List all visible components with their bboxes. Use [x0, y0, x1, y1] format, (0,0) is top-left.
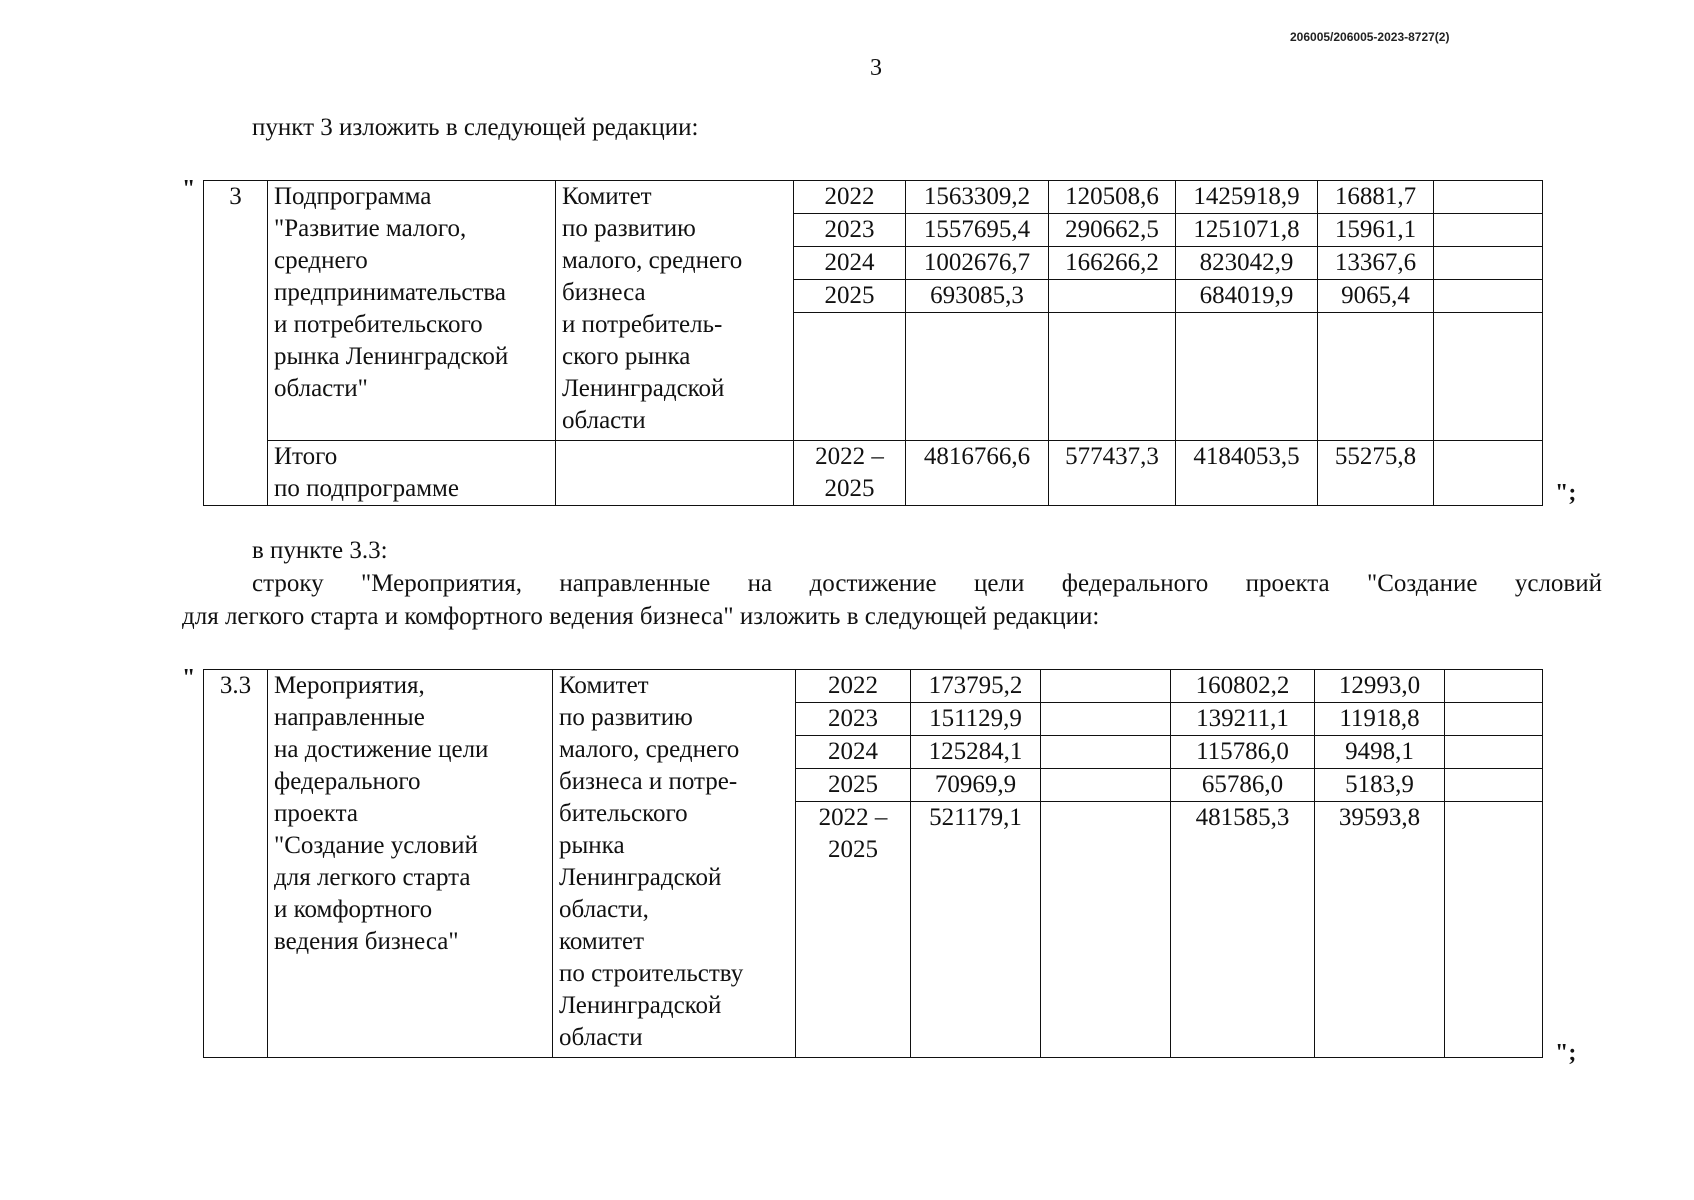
- regional-cell: 1251071,8: [1176, 214, 1318, 247]
- table-row: [204, 670, 1543, 703]
- empty-cell: [906, 313, 1049, 441]
- total-cell: 1557695,4: [906, 214, 1049, 247]
- other-cell: [1434, 247, 1543, 280]
- regional-cell: 139211,1: [1171, 703, 1315, 736]
- row-number: 3: [204, 181, 268, 506]
- federal-cell: 290662,5: [1049, 214, 1176, 247]
- total-cell: 1002676,7: [906, 247, 1049, 280]
- total-cell: 70969,9: [911, 769, 1041, 802]
- intro-paragraph-1: пункт 3 изложить в следующей редакции:: [252, 114, 699, 141]
- total-cell: 693085,3: [906, 280, 1049, 313]
- summary-label: Итого по подпрограмме: [268, 441, 556, 506]
- total-cell: 4816766,6: [906, 441, 1049, 506]
- intro-paragraph-2c: для легкого старта и комфортного ведения бизнеса" изложить в следующей редакции:: [182, 603, 1100, 630]
- other-cell: [1434, 280, 1543, 313]
- regional-cell: 684019,9: [1176, 280, 1318, 313]
- federal-cell: [1049, 280, 1176, 313]
- regional-cell: 481585,3: [1171, 802, 1315, 1058]
- executor: Комитет по развитию малого, среднего бизнеса и потре- бительского рынка Ленинградской области, комитет по строительству Ленинградской области: [553, 670, 796, 1058]
- regional-cell: 160802,2: [1171, 670, 1315, 703]
- empty-cell: [556, 441, 794, 506]
- local-cell: 55275,8: [1318, 441, 1434, 506]
- intro-paragraph-2b: строку "Мероприятия, направленные на достижение цели федерального проекта "Создание условий: [252, 570, 1602, 597]
- year-cell: 2025: [796, 769, 911, 802]
- intro-paragraph-2a: в пункте 3.3:: [252, 537, 388, 564]
- total-cell: 151129,9: [911, 703, 1041, 736]
- empty-cell: [1318, 313, 1434, 441]
- federal-cell: [1041, 802, 1171, 1058]
- federal-cell: [1041, 769, 1171, 802]
- empty-cell: [794, 313, 906, 441]
- local-cell: 12993,0: [1315, 670, 1445, 703]
- federal-cell: 166266,2: [1049, 247, 1176, 280]
- row-number: 3.3: [204, 670, 268, 1058]
- open-quote-2: ": [182, 665, 196, 691]
- regional-cell: 4184053,5: [1176, 441, 1318, 506]
- year-cell: 2023: [796, 703, 911, 736]
- budget-table-subprogram-3: [203, 180, 1543, 506]
- table-row: [204, 181, 1543, 214]
- federal-cell: [1041, 736, 1171, 769]
- local-cell: 39593,8: [1315, 802, 1445, 1058]
- local-cell: 5183,9: [1315, 769, 1445, 802]
- regional-cell: 65786,0: [1171, 769, 1315, 802]
- local-cell: 11918,8: [1315, 703, 1445, 736]
- empty-cell: [1434, 313, 1543, 441]
- regional-cell: 115786,0: [1171, 736, 1315, 769]
- local-cell: 16881,7: [1318, 181, 1434, 214]
- total-cell: 521179,1: [911, 802, 1041, 1058]
- year-cell: 2022: [794, 181, 906, 214]
- other-cell: [1434, 441, 1543, 506]
- other-cell: [1434, 214, 1543, 247]
- document-id: 206005/206005-2023-8727(2): [1290, 30, 1450, 44]
- federal-cell: [1041, 670, 1171, 703]
- federal-cell: [1041, 703, 1171, 736]
- federal-cell: 120508,6: [1049, 181, 1176, 214]
- budget-table-measures-3-3: [203, 669, 1543, 1058]
- total-cell: 1563309,2: [906, 181, 1049, 214]
- year-cell: 2022: [796, 670, 911, 703]
- regional-cell: 823042,9: [1176, 247, 1318, 280]
- other-cell: [1445, 736, 1543, 769]
- regional-cell: 1425918,9: [1176, 181, 1318, 214]
- year-cell: 2024: [794, 247, 906, 280]
- total-cell: 125284,1: [911, 736, 1041, 769]
- federal-cell: 577437,3: [1049, 441, 1176, 506]
- year-cell: 2023: [794, 214, 906, 247]
- open-quote-1: ": [182, 176, 196, 202]
- total-cell: 173795,2: [911, 670, 1041, 703]
- local-cell: 9498,1: [1315, 736, 1445, 769]
- other-cell: [1445, 802, 1543, 1058]
- close-quote-2: ";: [1555, 1040, 1577, 1066]
- summary-row: [204, 441, 1543, 506]
- year-cell: 2025: [794, 280, 906, 313]
- executor: Комитет по развитию малого, среднего бизнеса и потребитель- ского рынка Ленинградской области: [556, 181, 794, 441]
- empty-cell: [1176, 313, 1318, 441]
- close-quote-1: ";: [1555, 480, 1577, 506]
- measure-name: Мероприятия, направленные на достижение цели федерального проекта "Создание условий для легкого старта и комфортного ведения бизнеса": [268, 670, 553, 1058]
- year-cell: 2024: [796, 736, 911, 769]
- local-cell: 9065,4: [1318, 280, 1434, 313]
- year-cell: 2022 – 2025: [794, 441, 906, 506]
- local-cell: 13367,6: [1318, 247, 1434, 280]
- other-cell: [1445, 703, 1543, 736]
- local-cell: 15961,1: [1318, 214, 1434, 247]
- subprogram-name: Подпрограмма "Развитие малого, среднего предпринимательства и потребительского рынка Ленинградской области": [268, 181, 556, 441]
- empty-cell: [1049, 313, 1176, 441]
- other-cell: [1434, 181, 1543, 214]
- year-cell: 2022 – 2025: [796, 802, 911, 1058]
- other-cell: [1445, 769, 1543, 802]
- other-cell: [1445, 670, 1543, 703]
- page-number: 3: [870, 55, 882, 81]
